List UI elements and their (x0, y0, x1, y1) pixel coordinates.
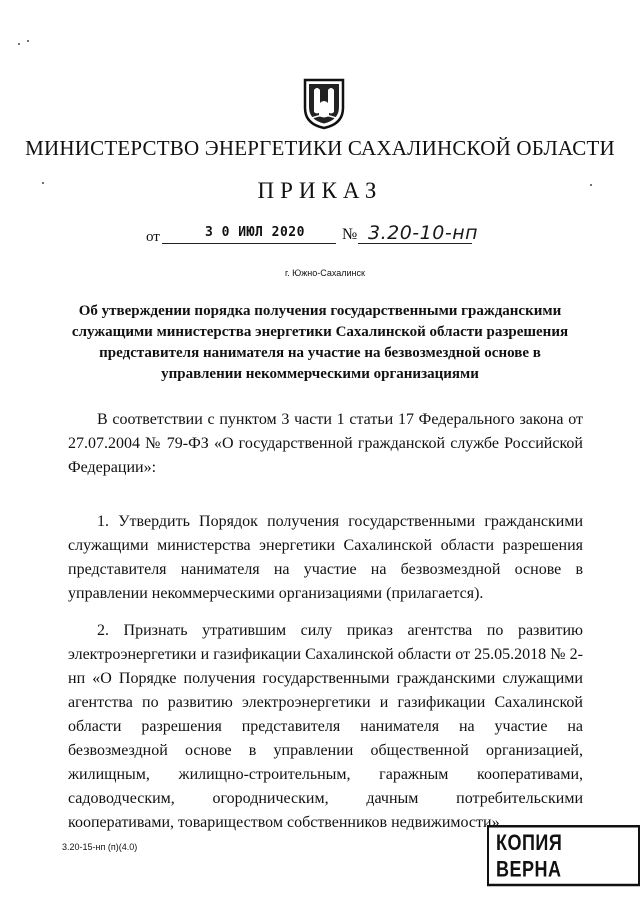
document-reference: 3.20-15-нп (п)(4.0) (62, 842, 138, 852)
intro-paragraph (68, 408, 583, 480)
ministry-name: МИНИСТЕРСТВО ЭНЕРГЕТИКИ САХАЛИНСКОЙ ОБЛАСТИ (25, 136, 615, 160)
city-label: г. Южно-Сахалинск (285, 268, 365, 278)
date-value: 3 0 ИЮЛ 2020 (205, 225, 305, 240)
item-1-paragraph: 1. Утвердить Порядок получения государственными гражданскими служащими министерства энергетики Сахалинской области разрешения представителя нанимателя на участие на безвозмездной основе в управлении некоммерческими организациями (прилагается). (68, 513, 583, 602)
date-label: от (146, 229, 160, 245)
copy-certified-stamp: КОПИЯ ВЕРНА (487, 825, 640, 886)
scan-speck (27, 40, 29, 42)
item-2-paragraph: 2. Признать утратившим силу приказ агентства по развитию электроэнергетики и газификации Сахалинской области от 25.05.2018 № 2-нп «О Порядке получения государственными гражданскими служащими агентства по развитию электроэнергетики и газификации Сахалинской области разрешения представителя нанимателя на участие на безвозмездной основе в управлении общественной организацией, жилищным, жилищно-строительным, гаражным кооперативами, садоводческим, огородническим, дачным потребительскими кооперативами, товариществом собственников недвижимости». (68, 622, 583, 831)
number-label: № (342, 226, 358, 243)
document-type: ПРИКАЗ (257, 178, 383, 203)
date-underline (162, 243, 336, 244)
coat-of-arms-icon (303, 78, 345, 130)
intro-text: В соответствии с пунктом 3 части 1 статьи 17 Федерального закона от 27.07.2004 № 79-ФЗ «О государственной гражданской службе Российской Федерации»: (68, 411, 583, 476)
scan-speck (18, 43, 20, 45)
document-title: Об утверждении порядка получения государственными гражданскими служащими министерства энергетики Сахалинской области разрешения представителя нанимателя на участие на безвозмездной основе в управлении некоммерческими организациями (71, 303, 569, 382)
scan-speck (42, 182, 44, 184)
number-value: 3.20-10-нп (368, 222, 479, 244)
scan-speck (590, 184, 592, 186)
